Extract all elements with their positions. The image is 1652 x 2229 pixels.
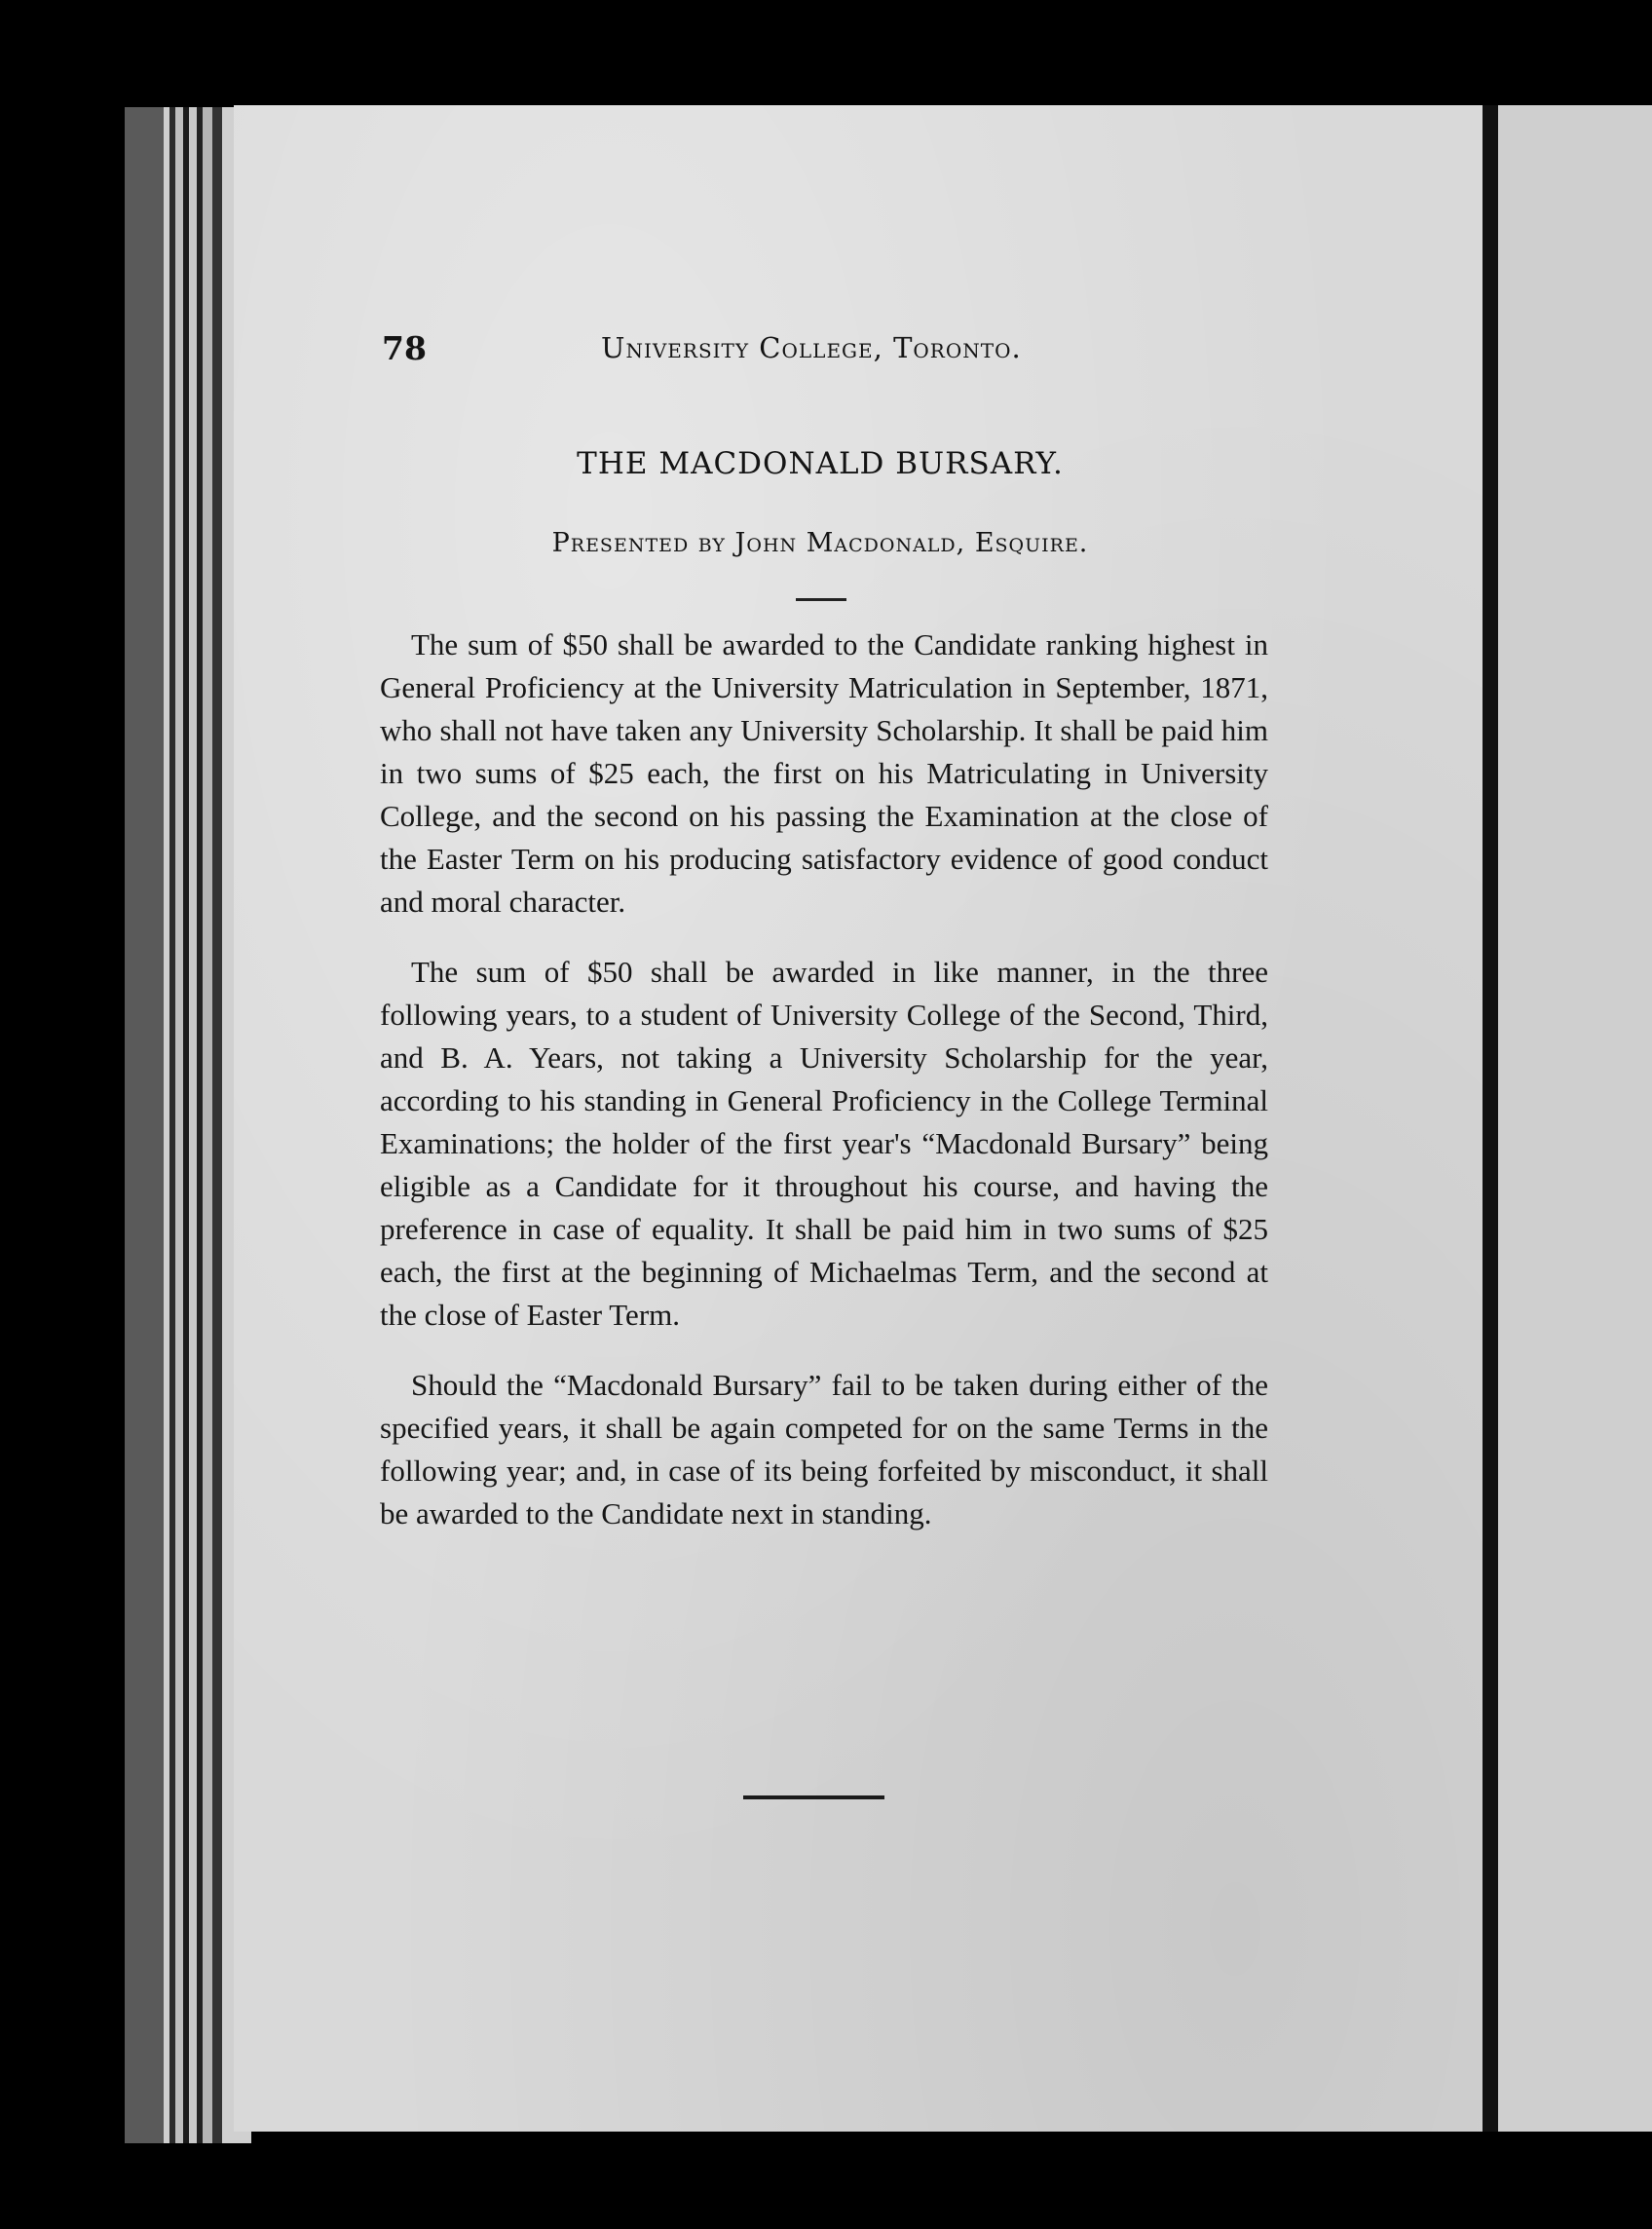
running-head: University College, Toronto. [601,331,1022,364]
paragraph: Should the “Macdonald Bursary” fail to be taken during either of the specified years, it shall be again competed for on the same Terms in the following year; and, in case of its being forfeited by misconduct, it shall be awarded to the Candidate next in standing. [380,1368,1268,1530]
paragraph: The sum of $50 shall be awarded to the Candidate ranking highest in General Proficiency at the University Matriculation in September, 1871, who shall not have taken any University Scholarship. It shall be paid him in two sums of $25 each, the first on his Matriculating in University College, and the second on his passing the Examination at the close of the Easter Term on his producing satisfactory evidence of good conduct and moral character. [380,627,1268,919]
end-rule [743,1795,884,1799]
page-number: 78 [382,329,427,367]
book-gutter [1483,105,1498,2132]
title-rule [796,598,846,601]
section-title: THE MACDONALD BURSARY. [577,446,1064,481]
page-header [382,329,1093,378]
body-text [380,623,1268,1563]
facing-page-edge [1498,105,1652,2132]
section-subtitle: Presented by John Macdonald, Esquire. [551,528,1089,558]
page-edges [125,107,251,2143]
paragraph: The sum of $50 shall be awarded in like manner, in the three following years, to a student of University College of the Second, Third, and B. A. Years, not taking a University Scholarship for the year, according to his standing in General Proficiency in the College Terminal Examinations; the holder of the first year's “Macdonald Bursary” being eligible as a Candidate for it throughout his course, and having the preference in case of equality. It shall be paid him in two sums of $25 each, the first at the beginning of Michaelmas Term, and the second at the close of Easter Term. [380,955,1268,1332]
